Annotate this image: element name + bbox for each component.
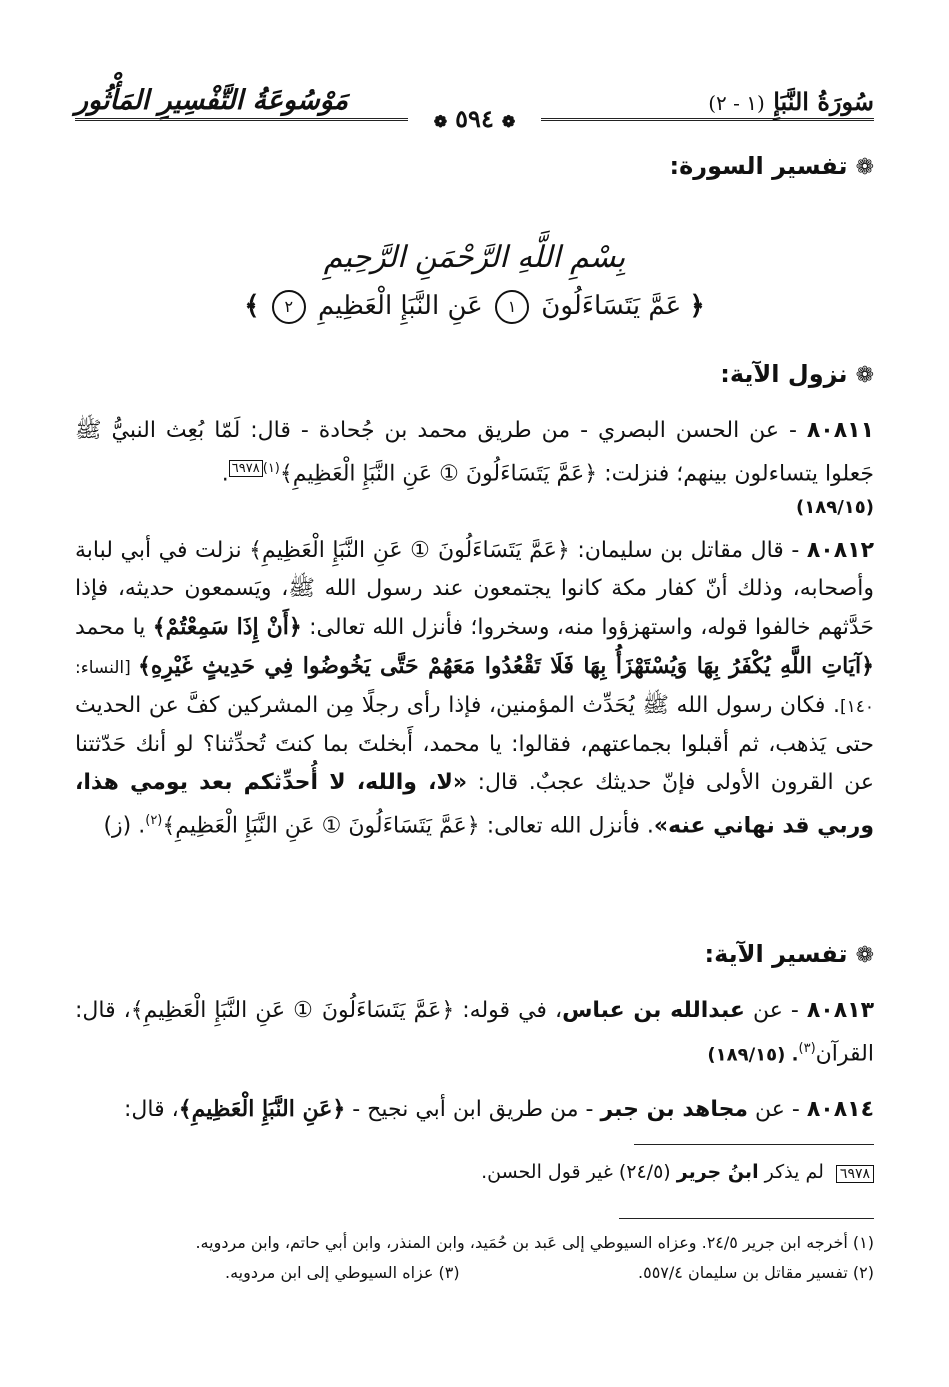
paragraph-80814	[75, 1090, 874, 1129]
footnote-3: (٣) عزاه السيوطي إلى ابن مردويه.	[225, 1263, 460, 1282]
heading-ayah-tafsir	[705, 940, 875, 968]
entry-text: . فأنزل الله تعالى:	[479, 813, 654, 839]
paragraph-80813	[75, 992, 874, 1074]
flower-icon: ❁	[855, 363, 874, 388]
editor-note	[75, 1156, 874, 1190]
entry-number: ٨٠٨١٢	[806, 538, 874, 563]
footnotes	[75, 1228, 874, 1288]
footnote-1: (١) أخرجه ابن جرير ٢٤/٥. وعزاه السيوطي إلى عَبد بن حُمَيد، وابن المنذر، وابن أبي حاتم، وابن مردويه.	[195, 1233, 874, 1252]
bracket-close: ﴾	[244, 291, 260, 321]
entry-number: ٨٠٨١٤	[806, 1097, 874, 1122]
heading-text: نزول الآية:	[720, 360, 848, 388]
footnote-row	[75, 1258, 874, 1288]
note-ref: ٦٩٧٨	[836, 1165, 874, 1183]
quran-quote: ﴿عَمَّ يَتَسَاءَلُونَ ① عَنِ النَّبَإِ الْعَظِيمِ﴾	[130, 998, 455, 1023]
quran-quote: ﴿عَنِ النَّبَإِ الْعَظِيمِ﴾	[178, 1096, 346, 1122]
source-ref: (١٨٩/١٥)	[796, 497, 874, 519]
entry-text: - قال مقاتل بن سليمان:	[569, 538, 807, 563]
flower-icon: ❁	[855, 155, 874, 180]
basmala: بِسْمِ اللَّهِ الرَّحْمَنِ الرَّحِيمِ	[323, 240, 626, 275]
entry-number: ٨٠٨١٣	[806, 998, 874, 1023]
entry-text: - من طريق ابن أبي نجيح -	[345, 1097, 601, 1122]
note-ref: ٦٩٧٨	[229, 460, 263, 477]
ornament-icon: ❁	[433, 112, 448, 131]
footnote-mark: (١)	[262, 461, 280, 476]
quran-quote: ﴿عَمَّ يَتَسَاءَلُونَ ① عَنِ النَّبَإِ الْعَظِيمِ﴾	[249, 538, 570, 563]
entry-text: ، في قوله:	[454, 998, 563, 1023]
surah-name: سُورَةُ النَّبَإِ	[773, 87, 874, 116]
quran-quote: ﴿آيَاتِ اللَّهِ يُكْفَرُ بِهَا وَيُسْتَهْزَأُ بِهَا فَلَا تَقْعُدُوا مَعَهُمْ حَتَّى يَخُوضُوا فِي حَدِيثٍ غَيْرِهِ﴾	[137, 653, 874, 679]
entry-text: . فكان رسول الله ﷺ يُحَدِّث المؤمنين، فإذا رأى رجلًا مِن المشركين كفَّ عن الحديث حتى يَذهب، ثم أقبلوا بجماعتهم، فقالوا: يا محمد، أَبخلتَ بما كنتَ تُحدِّثنا؟ لو أنك حَدّثتنا عن القرون الأولى فإنّ حديثك عجبٌ. قال:	[75, 693, 874, 795]
entry-tail: . (ز)	[103, 813, 146, 839]
entry-text: يا محمد	[75, 615, 153, 640]
entry-text: نزلت في أبي لبابة وأصحابه، وذلك أنّ كفار مكة كانوا يجتمعون عند رسول الله ﷺ، ويَسمعون حديثه، فإذا حَدَّثهم خالفوا قوله، واستهزؤوا منه، وسخروا؛ فأنزل الله تعالى:	[75, 538, 874, 640]
book-title: مَوْسُوعَةُ التَّفْسِيرِ المَأْثُور	[75, 85, 349, 116]
verse-line	[75, 290, 874, 324]
quran-quote: ﴿أَنْ إِذَا سَمِعْتُمْ﴾	[152, 614, 302, 640]
footnote-mark: (٢)	[145, 813, 163, 828]
page-number	[408, 104, 541, 133]
verse-number-1: ١	[495, 290, 529, 324]
source-ref: . (١٨٩/١٥)	[707, 1044, 799, 1066]
verse-range: (١ - ٢)	[708, 91, 765, 115]
verse-part-2: عَنِ النَّبَإِ الْعَظِيمِ	[318, 291, 483, 321]
entry-text: - عن	[744, 998, 807, 1023]
footnote-rule	[619, 1218, 874, 1219]
heading-text: تفسير السورة:	[669, 152, 848, 180]
citation: [النساء: ١٤٠]	[75, 658, 874, 717]
note-text: لم يذكر	[758, 1161, 830, 1183]
note-text: (٢٤/٥) غير قول الحسن.	[481, 1161, 677, 1183]
quran-quote: ﴿عَمَّ يَتَسَاءَلُونَ ① عَنِ النَّبَإِ الْعَظِيمِ﴾	[162, 813, 480, 839]
footnote-mark: (٣)	[798, 1041, 816, 1056]
entry-text: ، قال:	[124, 1097, 179, 1122]
paragraph-80812	[75, 532, 874, 845]
page-number-wrap	[75, 104, 874, 133]
page-number-value: ٥٩٤	[455, 104, 494, 133]
quran-quote: ﴿عَمَّ يَتَسَاءَلُونَ ① عَنِ النَّبَإِ الْعَظِيمِ﴾	[279, 461, 598, 487]
page	[75, 0, 874, 1387]
bracket-open: ﴿	[689, 291, 705, 321]
hadith-quote: «لا، والله، لا أُحدِّثكم بعد يومي هذا، وربي قد نهاني عنه»	[75, 770, 874, 839]
narrator-name: عبدالله بن عباس	[562, 998, 745, 1023]
verse-part-1: عَمَّ يَتَسَاءَلُونَ	[541, 291, 682, 321]
heading-nuzul	[720, 360, 874, 388]
note-name: ابنُ جرير	[676, 1161, 759, 1183]
entry-text: - عن	[748, 1097, 807, 1122]
note-rule	[634, 1144, 874, 1145]
ornament-icon: ❁	[501, 112, 516, 131]
heading-surah-tafsir	[669, 152, 874, 180]
entry-text: ، قال: القرآن	[75, 998, 874, 1067]
heading-text: تفسير الآية:	[704, 940, 848, 968]
flower-icon: ❁	[855, 943, 874, 968]
entry-tail: .	[221, 461, 229, 487]
paragraph-80811	[75, 412, 874, 523]
verse-number-2: ٢	[272, 290, 306, 324]
footnote-2: (٢) تفسير مقاتل بن سليمان ٥٥٧/٤.	[638, 1263, 874, 1282]
entry-number: ٨٠٨١١	[806, 418, 874, 443]
narrator-name: مجاهد بن جبر	[600, 1097, 749, 1122]
entry-text: - عن الحسن البصري - من طريق محمد بن جُحادة - قال: لَمّا بُعِث النبيُّ ﷺ جَعلوا يتساءلون بينهم؛ فنزلت:	[75, 418, 874, 487]
